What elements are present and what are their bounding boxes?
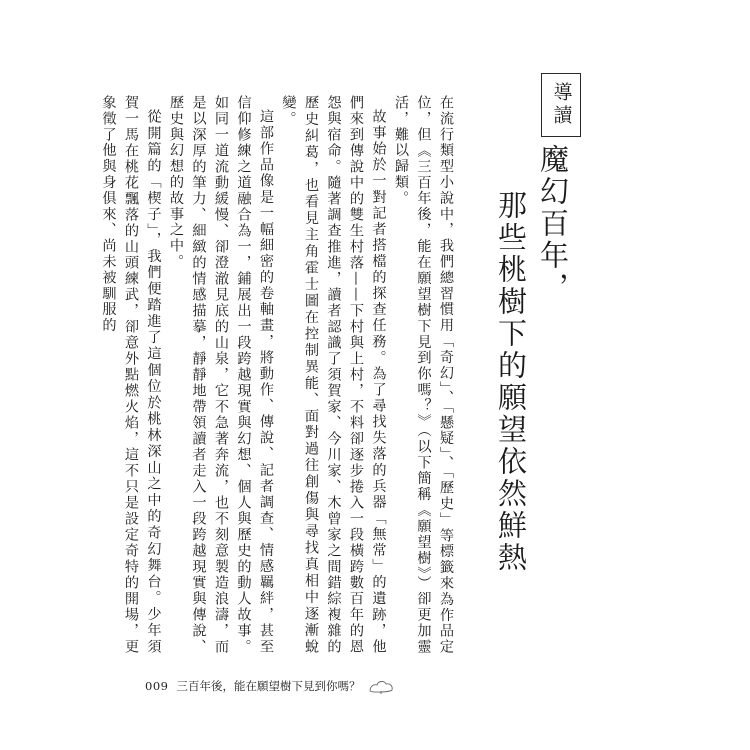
paragraph: 從開篇的「楔子」，我們便踏進了這個位於桃林深山之中的奇幻舞台。少年須賀一馬在桃花飄落的山頭練武，卻意外點燃火焰，這不只是設定奇特的開場，更象徵了他與身俱來、尚未被馴服的 xyxy=(100,95,162,655)
guide-label-box: 導讀 xyxy=(541,73,581,137)
page-footer xyxy=(145,678,394,694)
running-title: 三百年後，能在願望樹下見到你嗎？ xyxy=(176,679,361,693)
paragraph: 這部作品像是一幅細密的卷軸畫，將動作、傳說、記者調查、情感羈絆，甚至信仰修練之道融合為一，鋪展出一段跨越現實與幻想、個人與歷史的動人故事。如同一道流動緩慢、卻澄澈見底的山泉，它不急著奔流，也不刻意製造浪濤，而是以深厚的筆力、細緻的情感描摹，靜靜地帶領讀者走入一段跨越現實與傳說、歷史與幻想的故事之中。 xyxy=(168,95,274,655)
page-number: 009 xyxy=(145,679,169,693)
title-line-1: 魔幻百年， xyxy=(536,144,570,304)
body-text xyxy=(0,95,457,655)
chapter-title xyxy=(490,144,574,574)
paragraph: 故事始於一對記者搭檔的探查任務。為了尋找失落的兵器「無常」的遺跡，他們來到傳說中的雙生村落——下村與上村，不料卻逐步捲入一段橫跨數百年的恩怨與宿命。隨著調查推進，讀者認識了須賀家、今川家、木曾家之間錯綜複雜的歷史糾葛，也看見主角霍士圖在控制異能、面對過往創傷與尋找真相中逐漸蛻變。 xyxy=(280,95,387,655)
paragraph: 在流行類型小說中，我們總習慣用「奇幻」、「懸疑」、「歷史」等標籤來為作品定位，但《三百年後，能在願望樹下見到你嗎？》（以下簡稱《願望樹》）卻更加靈活，難以歸類。 xyxy=(393,95,454,655)
title-line-2: 那些桃樹下的願望依然鮮熱 xyxy=(494,190,528,574)
tree-icon xyxy=(368,678,394,694)
